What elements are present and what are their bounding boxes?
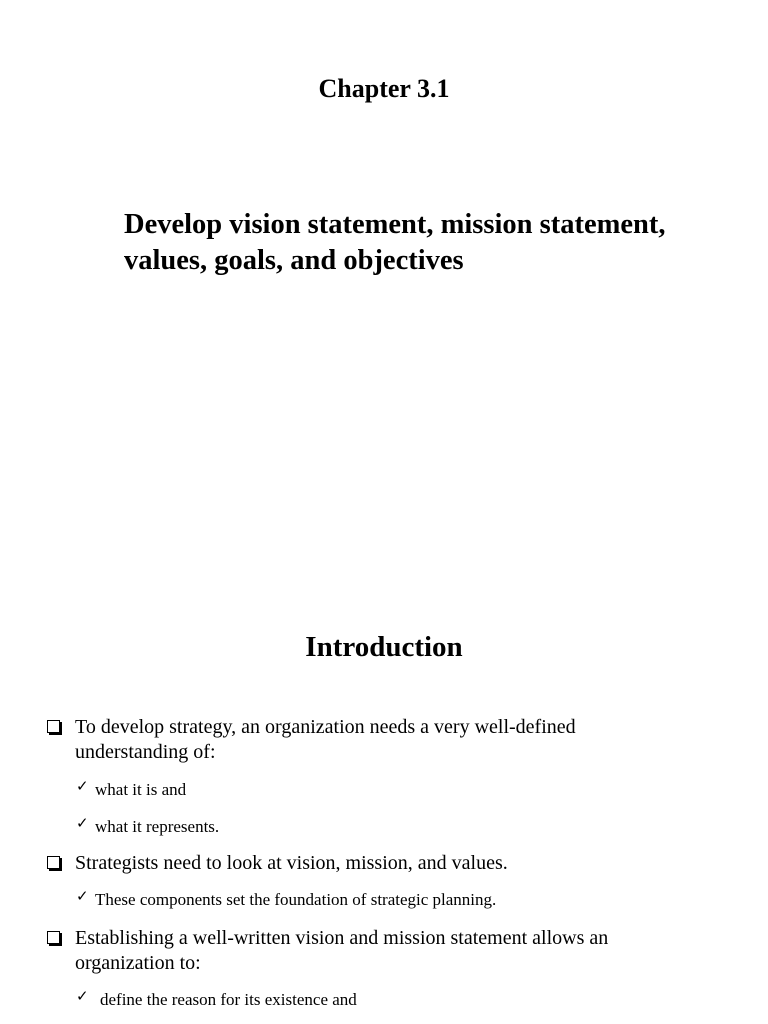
checkmark-icon: ✓ (76, 814, 89, 832)
bullet-item (47, 851, 647, 876)
sub-item-text: These components set the foundation of strategic planning. (95, 890, 497, 909)
sub-item-text: what it represents. (95, 817, 220, 836)
sub-item-text: define the reason for its existence and (100, 990, 357, 1009)
sub-item (76, 816, 676, 838)
bullet-text: To develop strategy, an organization needs a very well-defined understanding of: (75, 716, 576, 763)
sub-item-text: what it is and (95, 780, 187, 799)
sub-item (76, 989, 676, 1011)
bullet-text: Strategists need to look at vision, mission, and values. (75, 852, 508, 874)
bullet-item (47, 715, 647, 765)
sub-item (76, 889, 676, 911)
checkbox-bullet-icon (47, 720, 60, 733)
checkmark-icon: ✓ (76, 887, 89, 905)
chapter-heading: Chapter 3.1 (318, 74, 450, 103)
document-title: Develop vision statement, mission statement, values, goals, and objectives (124, 209, 666, 276)
sub-item (76, 779, 676, 801)
checkbox-bullet-icon (47, 856, 60, 869)
checkmark-icon: ✓ (76, 987, 89, 1005)
bullet-text: Establishing a well-written vision and mission statement allows an organization to: (75, 927, 609, 974)
section-heading: Introduction (305, 631, 463, 663)
checkmark-icon: ✓ (76, 777, 89, 795)
bullet-item (47, 926, 647, 976)
checkbox-bullet-icon (47, 931, 60, 944)
